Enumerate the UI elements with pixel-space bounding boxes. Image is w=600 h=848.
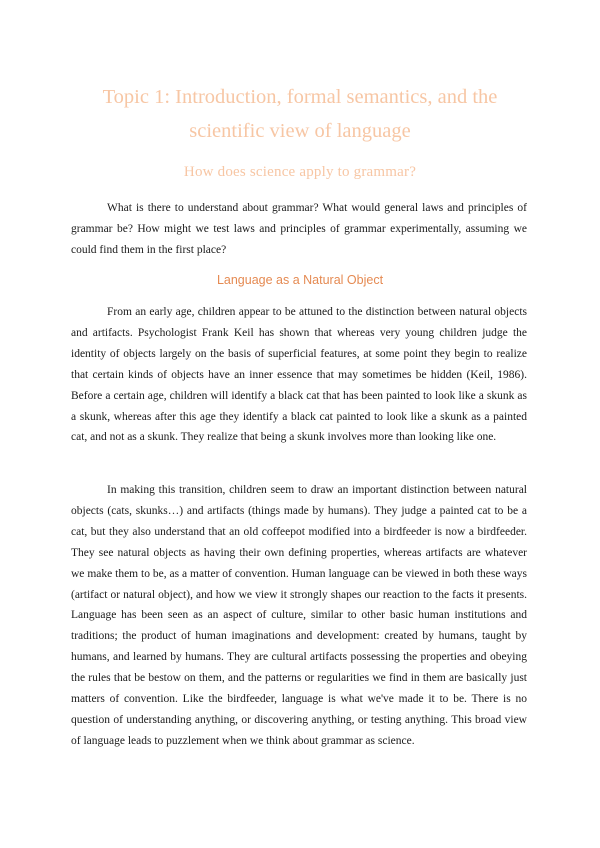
- body-paragraph: From an early age, children appear to be attuned to the distinction between natural objects and artifacts. Psychologist Frank Keil has shown that whereas very young children judge the identity of objects largely on the basis of superficial features, at some point they begin to realize that certain kinds of objects have an inner essence that may sometimes be hidden (Keil, 1986). Before a certain age, children will identify a black cat that has been painted to look like a skunk as a skunk, whereas after this age they identify a black cat painted to look like a skunk as a painted cat, and not as a skunk. They realize that being a skunk involves more than looking like one.: [71, 306, 527, 444]
- document-title: Topic 1: Introduction, formal semantics, and the scientific view of language: [102, 86, 498, 142]
- intro-paragraph: What is there to understand about grammar? What would general laws and principles of grammar be? How might we test laws and principles of grammar experimentally, assuming we could find them in the first place?: [71, 202, 527, 256]
- body-paragraph: In making this transition, children seem to draw an important distinction between natural objects (cats, skunks…) and artifacts (things made by humans). They judge a painted cat to be a cat, but they also understand that an old coffeepot modified into a birdfeeder is now a birdfeeder. They see natural objects as having their own defining properties, whereas artifacts are whatever we make them to be, as a matter of convention. Human language can be viewed in both these ways (artifact or natural object), and how we view it strongly shapes our reaction to the facts it presents. Language has been seen as an aspect of culture, similar to other basic human institutions and traditions; the product of human imaginations and development: created by humans, taught by humans, and learned by humans. They are cultural artifacts possessing the properties and obeying the rules that be bestow on them, and the patterns or regularities we find in them are basically just matters of convention. Like the birdfeeder, language is what we've made it to be. There is no question of understanding anything, or discovering anything, or testing anything. This broad view of language leads to puzzlement when we think about grammar as science.: [71, 484, 527, 747]
- document-subtitle: How does science apply to grammar?: [183, 164, 417, 180]
- section-heading: Language as a Natural Object: [216, 273, 384, 287]
